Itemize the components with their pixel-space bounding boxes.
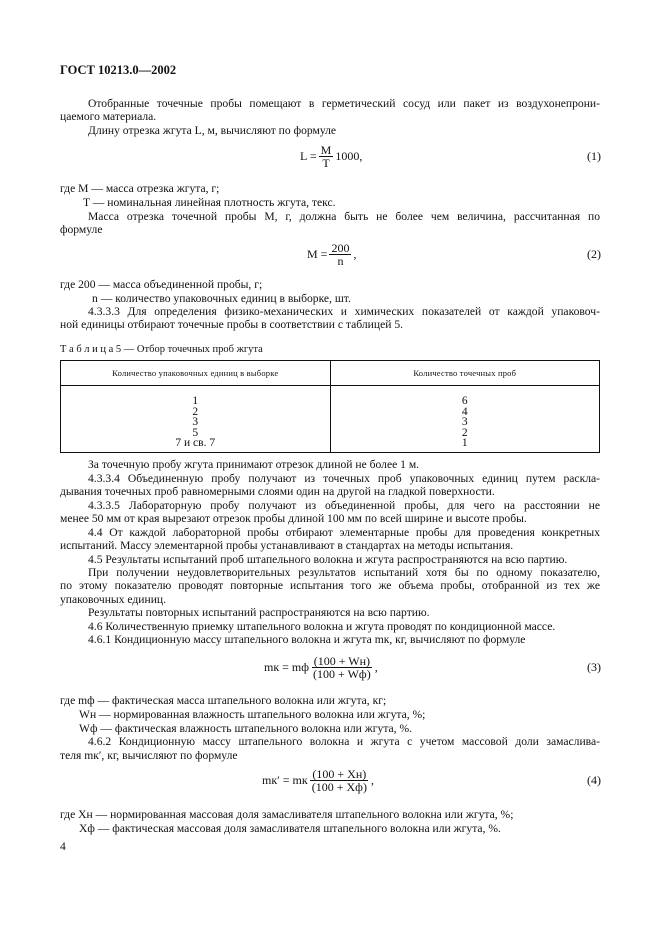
- paragraph-line: Результаты повторных испытаний распространяются на всю партию.: [88, 606, 430, 619]
- paragraph-line: упаковочных единиц.: [60, 593, 167, 606]
- fraction: [310, 768, 369, 793]
- cell-units: 2: [61, 407, 331, 418]
- table-row: [61, 428, 600, 439]
- table-row: [61, 407, 600, 418]
- paragraph-line: цаемого материала.: [60, 110, 157, 123]
- formula-rest: 1000,: [335, 148, 363, 163]
- formula-2: [0, 239, 661, 269]
- variable-definition: где M — масса отрезка жгута, г;: [60, 182, 220, 195]
- cell-units: 1: [61, 386, 331, 407]
- formula-number: (4): [587, 773, 601, 787]
- column-header-units: Количество упаковочных единиц в выборке: [61, 361, 331, 386]
- fraction: [329, 242, 351, 267]
- formula-lhs: mк = mф: [264, 659, 310, 674]
- denominator: (100 + Xф): [311, 779, 367, 794]
- denominator: n: [337, 253, 344, 268]
- cell-units: 5: [61, 428, 331, 439]
- numerator: (100 + Xн): [312, 766, 367, 781]
- table-caption: Т а б л и ц а 5 — Отбор точечных проб жгута: [60, 344, 263, 355]
- paragraph-line: 4.6.2 Кондиционную массу штапельного волокна и жгута с учетом массовой доли замаслива-: [88, 735, 600, 748]
- paragraph-line: испытаний. Массу элементарной пробы устанавливают в стандартах на методы испытания.: [60, 539, 514, 552]
- paragraph-line: Длину отрезка жгута L, м, вычисляют по формуле: [88, 124, 337, 137]
- table-5: [60, 360, 600, 453]
- variable-definition: Wф — фактическая влажность штапельного волокна или жгута, %.: [79, 722, 413, 735]
- formula-rest: ,: [370, 772, 374, 787]
- fraction: [319, 144, 334, 169]
- variable-definition: T — номинальная линейная плотность жгута, текс.: [83, 196, 336, 209]
- table-row: [61, 417, 600, 428]
- paragraph-line: 4.5 Результаты испытаний проб штапельного волокна и жгута распространяются на всю партию.: [88, 553, 568, 566]
- variable-definition: Wн — нормированная влажность штапельного волокна или жгута, %;: [79, 708, 426, 721]
- formula-lhs: mк′ = mк: [262, 772, 308, 787]
- variable-definition: n — количество упаковочных единиц в выборке, шт.: [92, 292, 351, 305]
- formula-lhs: L =: [300, 148, 317, 163]
- document-id: ГОСТ 10213.0—2002: [60, 63, 177, 77]
- paragraph-line: дывания точечных проб равномерными слоями один на другой на гладкой поверхности.: [60, 485, 495, 498]
- table-row: [61, 438, 600, 452]
- cell-samples: 3: [330, 417, 600, 428]
- denominator: (100 + Wф): [313, 666, 371, 681]
- paragraph-line: 4.4 От каждой лабораторной пробы отбирают элементарные пробы для проведения конкретных: [88, 526, 600, 539]
- formula-number: (1): [587, 149, 601, 163]
- formula-4: [0, 765, 661, 795]
- page-number: 4: [60, 840, 66, 853]
- cell-samples: 1: [330, 438, 600, 452]
- paragraph-line: ной единицы отбирают точечные пробы в соответствии с таблицей 5.: [60, 318, 404, 331]
- variable-definition: где 200 — масса объединенной пробы, г;: [60, 278, 263, 291]
- numerator: M: [320, 142, 332, 157]
- cell-samples: 4: [330, 407, 600, 418]
- paragraph-line: Масса отрезка точечной пробы M, г, должна быть не более чем величина, рассчитанная по: [88, 210, 600, 223]
- formula-rest: ,: [374, 659, 378, 674]
- paragraph-line: 4.6 Количественную приемку штапельного волокна и жгута проводят по кондиционной массе.: [88, 620, 556, 633]
- cell-samples: 2: [330, 428, 600, 439]
- formula-rest: ,: [353, 246, 357, 261]
- formula-3: [0, 652, 661, 682]
- paragraph-line: 4.3.3.3 Для определения физико-механических и химических показателей от каждой упаковоч-: [88, 305, 600, 318]
- cell-units: 7 и св. 7: [61, 438, 331, 452]
- cell-samples: 6: [330, 386, 600, 407]
- variable-definition: где Xн — нормированная массовая доля замасливателя штапельного волокна или жгута, %;: [60, 808, 514, 821]
- paragraph-line: При получении неудовлетворительных результатов испытаний хотя бы по одному показателю,: [88, 566, 600, 579]
- paragraph-line: За точечную пробу жгута принимают отрезок длиной не более 1 м.: [88, 458, 420, 471]
- paragraph-line: теля mк′, кг, вычисляют по формуле: [60, 749, 238, 762]
- column-header-samples: Количество точечных проб: [330, 361, 600, 386]
- denominator: T: [322, 155, 330, 170]
- formula-lhs: M =: [307, 246, 328, 261]
- formula-1: [0, 141, 661, 171]
- paragraph-line: 4.3.3.5 Лабораторную пробу получают из объединенной пробы, для чего на расстоянии не: [88, 499, 600, 512]
- numerator: (100 + Wн): [313, 653, 371, 668]
- table-row: [61, 386, 600, 407]
- paragraph-line: 4.3.3.4 Объединенную пробу получают из точечных проб упаковочных единиц путем раскла-: [88, 472, 600, 485]
- paragraph-line: Отобранные точечные пробы помещают в герметический сосуд или пакет из воздухонепрони-: [88, 97, 600, 110]
- numerator: 200: [331, 240, 350, 255]
- paragraph-line: менее 50 мм от края вырезают отрезок пробы длиной 100 мм по всей ширине и высоте пробы.: [60, 512, 527, 525]
- paragraph-line: формуле: [60, 223, 103, 236]
- formula-number: (3): [587, 660, 601, 674]
- formula-number: (2): [587, 247, 601, 261]
- fraction: [311, 655, 373, 680]
- variable-definition: где mф — фактическая масса штапельного волокна или жгута, кг;: [60, 694, 387, 707]
- cell-units: 3: [61, 417, 331, 428]
- paragraph-line: по этому показателю проводят повторные испытания того же объема пробы, отобранной из тех же: [60, 579, 600, 592]
- paragraph-line: 4.6.1 Кондиционную массу штапельного волокна и жгута mк, кг, вычисляют по формуле: [88, 633, 526, 646]
- variable-definition: Xф — фактическая массовая доля замасливателя штапельного волокна или жгута, %.: [79, 822, 501, 835]
